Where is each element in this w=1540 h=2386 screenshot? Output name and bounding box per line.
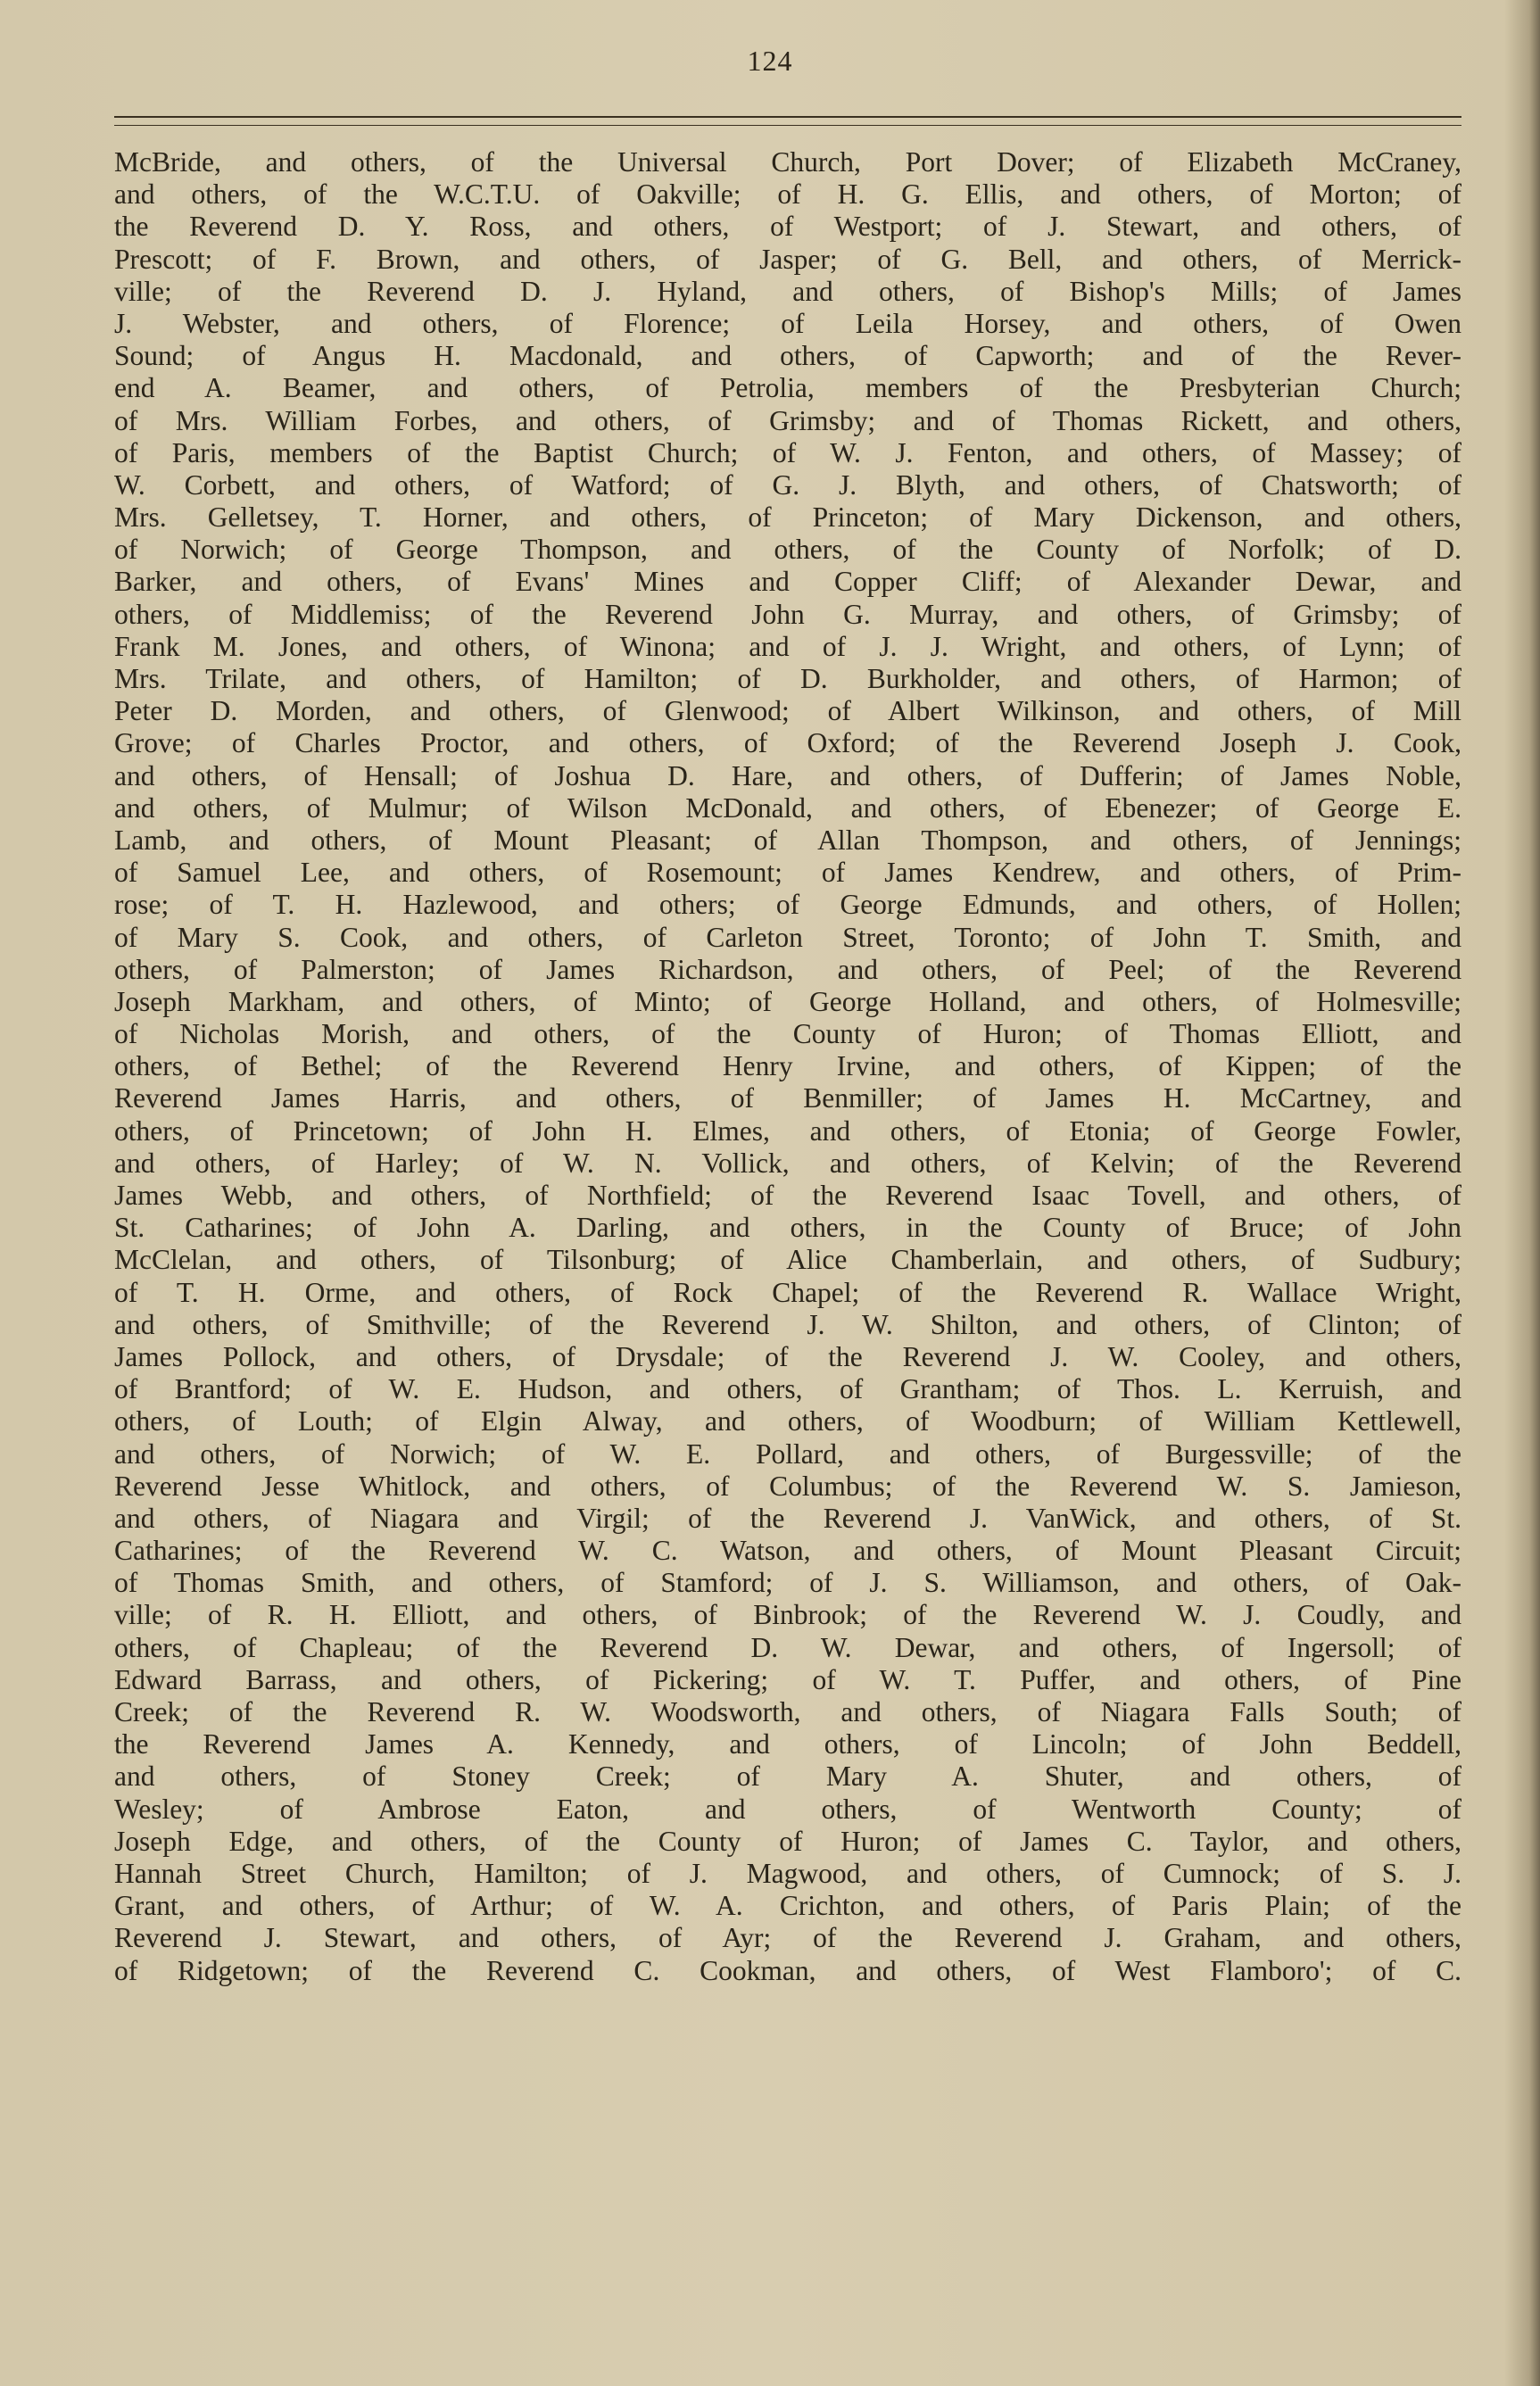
text-line: ville; of the Reverend D. J. Hyland, and others, of Bishop's Mills; of James: [114, 275, 1461, 307]
text-line: end A. Beamer, and others, of Petrolia, members of the Presbyterian Church;: [114, 372, 1461, 404]
text-line: Sound; of Angus H. Macdonald, and others, of Capworth; and of the Rever-: [114, 340, 1461, 372]
text-line: rose; of T. H. Hazlewood, and others; of George Edmunds, and others, of Hollen;: [114, 889, 1461, 921]
text-line: and others, of Niagara and Virgil; of the Reverend J. VanWick, and others, of St.: [114, 1502, 1461, 1534]
text-line: Grant, and others, of Arthur; of W. A. Crichton, and others, of Paris Plain; of the: [114, 1890, 1461, 1922]
text-line: Joseph Edge, and others, of the County of Huron; of James C. Taylor, and others,: [114, 1825, 1461, 1857]
text-line: of T. H. Orme, and others, of Rock Chapel; of the Reverend R. Wallace Wright,: [114, 1276, 1461, 1308]
binding-edge-shadow: [1504, 0, 1540, 2386]
text-line: Creek; of the Reverend R. W. Woodsworth, and others, of Niagara Falls South; of: [114, 1696, 1461, 1727]
text-line: and others, of Harley; of W. N. Vollick, and others, of Kelvin; of the Reverend: [114, 1147, 1461, 1179]
text-line: Peter D. Morden, and others, of Glenwood; of Albert Wilkinson, and others, of Mill: [114, 695, 1461, 727]
text-line: Lamb, and others, of Mount Pleasant; of Allan Thompson, and others, of Jennings;: [114, 824, 1461, 856]
text-line: Joseph Markham, and others, of Minto; of George Holland, and others, of Holmesville;: [114, 985, 1461, 1017]
text-line: Catharines; of the Reverend W. C. Watson, and others, of Mount Pleasant Circuit;: [114, 1535, 1461, 1567]
text-line: of Mrs. William Forbes, and others, of Grimsby; and of Thomas Rickett, and others,: [114, 404, 1461, 436]
text-line: Mrs. Gelletsey, T. Horner, and others, of Princeton; of Mary Dickenson, and others,: [114, 501, 1461, 534]
text-line: Reverend James Harris, and others, of Benmiller; of James H. McCartney, and: [114, 1082, 1461, 1114]
body-text: [114, 146, 1461, 1987]
text-line: others, of Middlemiss; of the Reverend John G. Murray, and others, of Grimsby; of: [114, 598, 1461, 630]
text-line: and others, of Mulmur; of Wilson McDonald, and others, of Ebenezer; of George E.: [114, 791, 1461, 824]
text-line: and others, of Norwich; of W. E. Pollard, and others, of Burgessville; of the: [114, 1437, 1461, 1470]
text-line: others, of Palmerston; of James Richardson, and others, of Peel; of the Reverend: [114, 953, 1461, 985]
page-number: 124: [747, 45, 793, 77]
text-line: others, of Louth; of Elgin Alway, and others, of Woodburn; of William Kettlewell,: [114, 1405, 1461, 1437]
text-line: McClelan, and others, of Tilsonburg; of Alice Chamberlain, and others, of Sudbury;: [114, 1244, 1461, 1276]
text-line: St. Catharines; of John A. Darling, and others, in the County of Bruce; of John: [114, 1212, 1461, 1244]
text-line: and others, of the W.C.T.U. of Oakville; of H. G. Ellis, and others, of Morton; of: [114, 178, 1461, 211]
text-line: of Brantford; of W. E. Hudson, and others, of Grantham; of Thos. L. Kerruish, and: [114, 1373, 1461, 1405]
text-line: Mrs. Trilate, and others, of Hamilton; of D. Burkholder, and others, of Harmon; of: [114, 663, 1461, 694]
text-line: J. Webster, and others, of Florence; of Leila Horsey, and others, of Owen: [114, 307, 1461, 339]
text-line: W. Corbett, and others, of Watford; of G. J. Blyth, and others, of Chatsworth; of: [114, 468, 1461, 501]
text-line: and others, of Hensall; of Joshua D. Hare, and others, of Dufferin; of James Noble,: [114, 759, 1461, 791]
text-line: the Reverend D. Y. Ross, and others, of Westport; of J. Stewart, and others, of: [114, 211, 1461, 243]
text-line: of Ridgetown; of the Reverend C. Cookman, and others, of West Flamboro'; of C.: [114, 1954, 1461, 1986]
text-line: Hannah Street Church, Hamilton; of J. Magwood, and others, of Cumnock; of S. J.: [114, 1857, 1461, 1889]
text-line: James Webb, and others, of Northfield; of the Reverend Isaac Tovell, and others, of: [114, 1180, 1461, 1211]
text-line: James Pollock, and others, of Drysdale; of the Reverend J. W. Cooley, and others,: [114, 1340, 1461, 1372]
text-line: others, of Chapleau; of the Reverend D. W. Dewar, and others, of Ingersoll; of: [114, 1631, 1461, 1663]
text-line: Prescott; of F. Brown, and others, of Jasper; of G. Bell, and others, of Merrick-: [114, 243, 1461, 275]
text-line: of Nicholas Morish, and others, of the County of Huron; of Thomas Elliott, and: [114, 1018, 1461, 1050]
text-line: Frank M. Jones, and others, of Winona; and of J. J. Wright, and others, of Lynn; of: [114, 630, 1461, 662]
text-line: ville; of R. H. Elliott, and others, of Binbrook; of the Reverend W. J. Coudly, and: [114, 1599, 1461, 1631]
text-line: McBride, and others, of the Universal Church, Port Dover; of Elizabeth McCraney,: [114, 146, 1461, 178]
text-line: Wesley; of Ambrose Eaton, and others, of Wentworth County; of: [114, 1793, 1461, 1825]
text-line: Reverend J. Stewart, and others, of Ayr; of the Reverend J. Graham, and others,: [114, 1922, 1461, 1954]
text-line: of Thomas Smith, and others, of Stamford; of J. S. Williamson, and others, of Oak-: [114, 1567, 1461, 1599]
text-line: Reverend Jesse Whitlock, and others, of Columbus; of the Reverend W. S. Jamieson,: [114, 1470, 1461, 1502]
text-line: others, of Bethel; of the Reverend Henry Irvine, and others, of Kippen; of the: [114, 1050, 1461, 1082]
text-line: of Mary S. Cook, and others, of Carleton Street, Toronto; of John T. Smith, and: [114, 921, 1461, 953]
text-line: Barker, and others, of Evans' Mines and Copper Cliff; of Alexander Dewar, and: [114, 566, 1461, 598]
text-line: and others, of Stoney Creek; of Mary A. Shuter, and others, of: [114, 1761, 1461, 1793]
header-rule: [114, 116, 1461, 118]
text-line: of Norwich; of George Thompson, and others, of the County of Norfolk; of D.: [114, 534, 1461, 566]
text-line: of Samuel Lee, and others, of Rosemount; of James Kendrew, and others, of Prim-: [114, 857, 1461, 889]
text-line: others, of Princetown; of John H. Elmes, and others, of Etonia; of George Fowler,: [114, 1114, 1461, 1147]
text-line: Grove; of Charles Proctor, and others, of Oxford; of the Reverend Joseph J. Cook,: [114, 727, 1461, 759]
header-rule-thin: [114, 125, 1461, 126]
text-line: of Paris, members of the Baptist Church; of W. J. Fenton, and others, of Massey; of: [114, 436, 1461, 468]
text-line: Edward Barrass, and others, of Pickering; of W. T. Puffer, and others, of Pine: [114, 1663, 1461, 1695]
text-line: the Reverend James A. Kennedy, and others, of Lincoln; of John Beddell,: [114, 1728, 1461, 1761]
text-line: and others, of Smithville; of the Reverend J. W. Shilton, and others, of Clinton; of: [114, 1308, 1461, 1340]
